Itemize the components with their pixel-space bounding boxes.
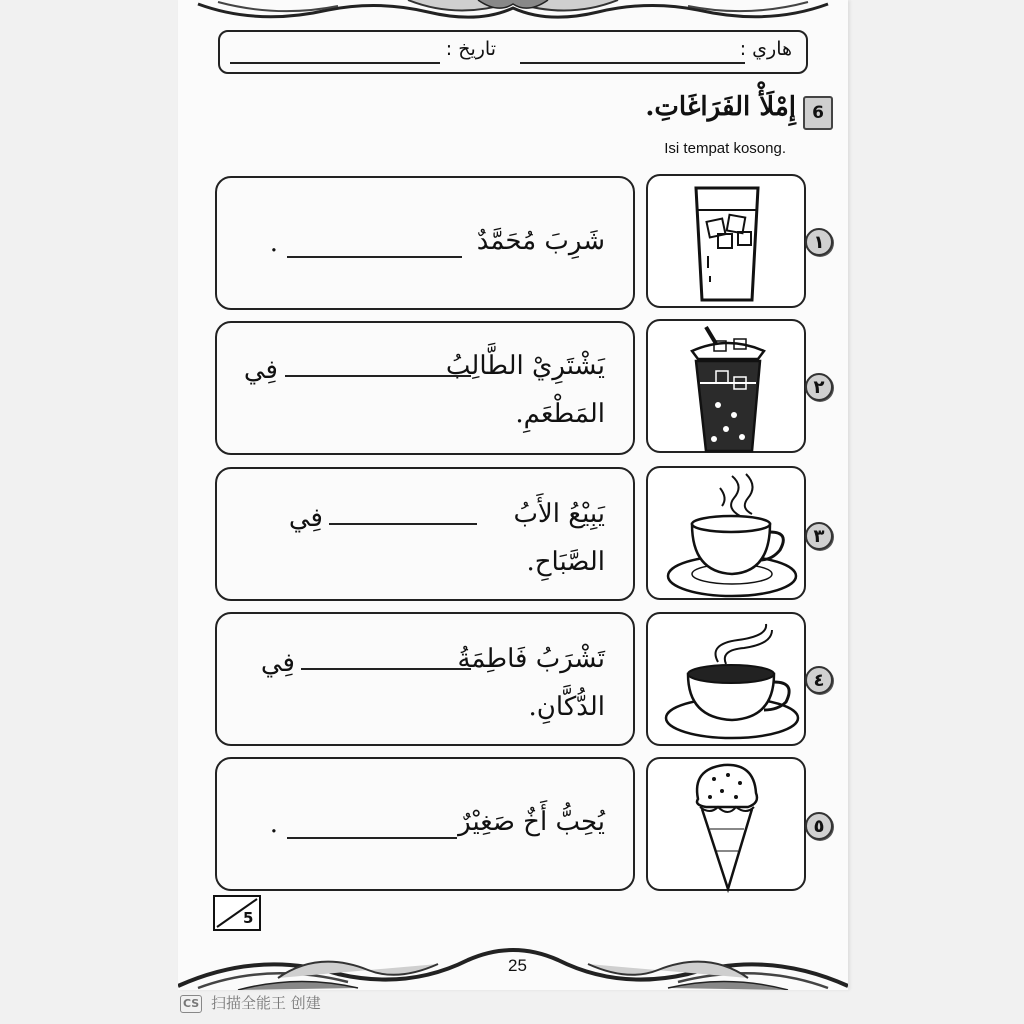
score-box-frame — [213, 895, 261, 931]
answer-blank[interactable] — [287, 837, 457, 839]
iced-drink-cup-icon — [648, 321, 808, 455]
exercise-number-badge: 6 — [803, 96, 833, 130]
date-label: تاريخ : — [445, 38, 496, 60]
score-total: 5 — [243, 909, 254, 927]
picture-box-5 — [646, 757, 806, 891]
item-number-2: ٢ — [805, 373, 833, 401]
ice-cream-cone-icon — [648, 759, 808, 893]
item-number-3: ٣ — [805, 522, 833, 550]
sentence-preposition: فِي — [260, 648, 295, 678]
day-field[interactable] — [520, 62, 745, 64]
sentence-preposition: فِي — [243, 355, 278, 385]
day-label: هاري : — [739, 38, 792, 60]
scanner-logo: CS — [180, 995, 202, 1013]
picture-box-2 — [646, 319, 806, 453]
coffee-cup-icon — [648, 614, 808, 748]
sentence-box-2 — [215, 321, 635, 455]
exercise-subtitle: Isi tempat kosong. — [664, 140, 786, 157]
item-number-1: ١ — [805, 228, 833, 256]
answer-blank[interactable] — [287, 256, 462, 258]
sentence-end: . — [269, 228, 278, 258]
score-box — [213, 895, 261, 931]
sentence-text: تَشْرَبُ فَاطِمَةُ — [457, 644, 605, 674]
answer-blank[interactable] — [285, 375, 471, 377]
sentence-text: يُحِبُّ أَخٌ صَغِيْرٌ — [458, 807, 605, 837]
tea-cup-icon — [648, 468, 808, 602]
iced-water-glass-icon — [648, 176, 808, 310]
page-number: 25 — [508, 956, 527, 975]
sentence-box-3 — [215, 467, 635, 601]
answer-blank[interactable] — [329, 523, 477, 525]
sentence-text-line2: الدُّكَّانِ. — [528, 692, 605, 722]
sentence-text-line2: المَطْعَمِ. — [515, 399, 605, 429]
sentence-text: يَبِيْعُ الأَبُ — [513, 499, 605, 529]
sentence-text: يَشْتَرِيْ الطَّالِبُ — [445, 351, 605, 381]
picture-box-1 — [646, 174, 806, 308]
worksheet-page — [178, 0, 848, 990]
watermark-text: 扫描全能王 创建 — [210, 994, 321, 1012]
sentence-box-1 — [215, 176, 635, 310]
exercise-title: إِمْلَأْ الفَرَاغَاتِ. — [645, 92, 796, 122]
item-number-5: ٥ — [805, 812, 833, 840]
sentence-text: شَرِبَ مُحَمَّدٌ — [476, 226, 605, 256]
date-field[interactable] — [230, 62, 440, 64]
picture-box-3 — [646, 466, 806, 600]
sentence-box-4 — [215, 612, 635, 746]
name-date-box — [218, 30, 808, 74]
sentence-box-5 — [215, 757, 635, 891]
sentence-text-line2: الصَّبَاحِ. — [526, 547, 605, 577]
top-ornament — [178, 0, 848, 30]
sentence-end: . — [269, 809, 278, 839]
answer-blank[interactable] — [301, 668, 471, 670]
item-number-4: ٤ — [805, 666, 833, 694]
scanner-watermark — [180, 992, 321, 1016]
picture-box-4 — [646, 612, 806, 746]
sentence-preposition: فِي — [288, 503, 323, 533]
